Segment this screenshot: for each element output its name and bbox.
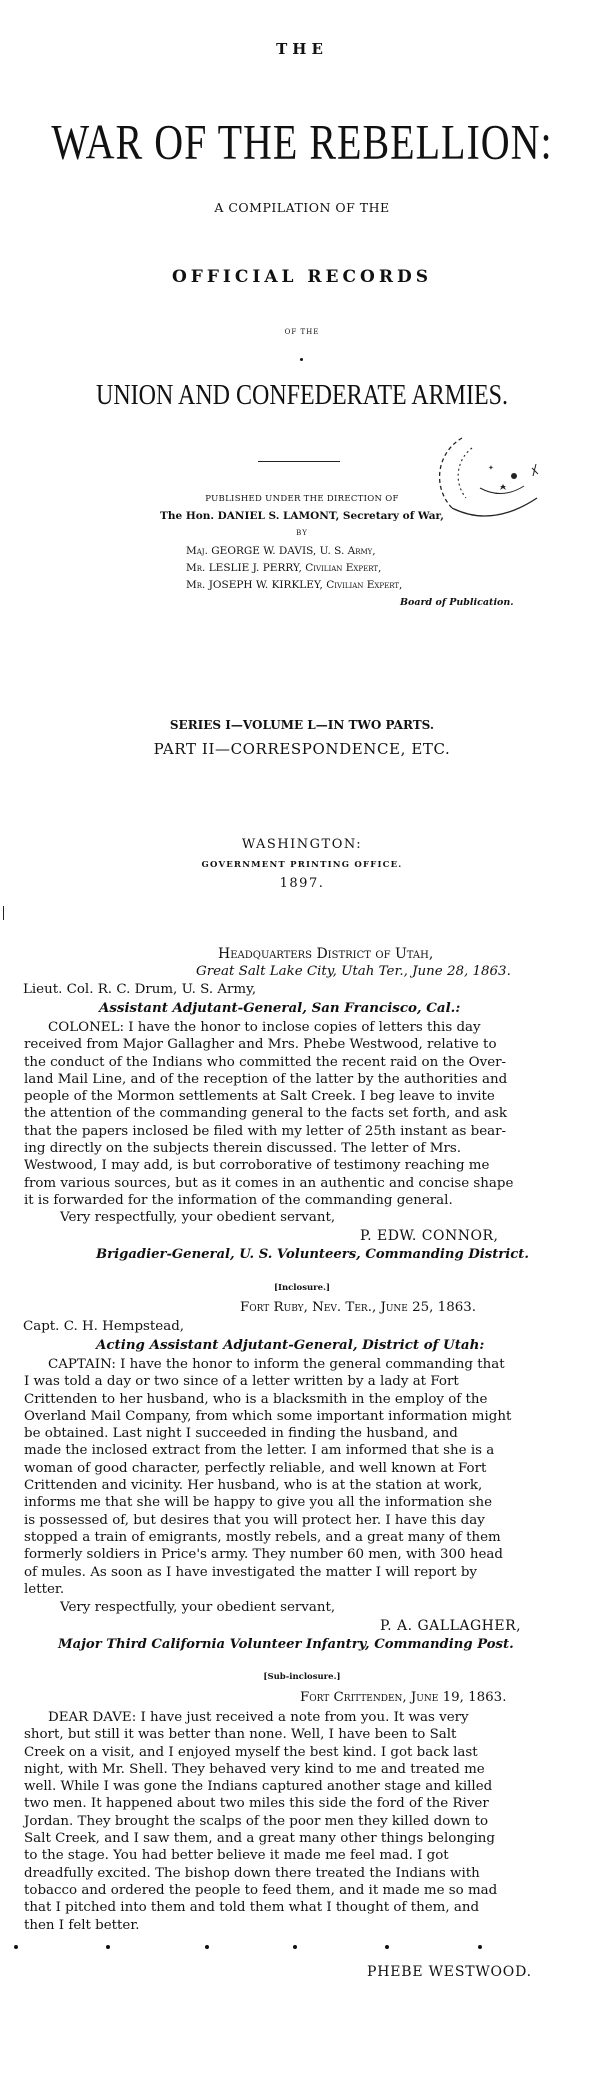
body-line: ing directly on the subjects therein discussed. The letter of Mrs.	[24, 1141, 462, 1157]
letter-addressee-title: Assistant Adjutant-General, San Francisco, Cal.:	[99, 1000, 461, 1016]
body-line: informs me that she will be happy to give you all the information she	[24, 1495, 493, 1511]
armies-line: UNION AND CONFEDERATE ARMIES.	[95, 380, 509, 412]
letter-sign-title: Major Third California Volunteer Infantry, Commanding Post.	[58, 1637, 514, 1652]
body-line: the conduct of the Indians who committed the recent raid on the Over-	[24, 1054, 507, 1070]
body-line: Creek on a visit, and I enjoyed myself the best kind. I got back last	[24, 1744, 478, 1760]
body-line: people of the Mormon settlements at Salt Creek. I beg leave to invite	[24, 1089, 495, 1105]
letter-addressee: Lieut. Col. R. C. Drum, U. S. Army,	[23, 982, 257, 997]
dot-mark	[14, 1945, 18, 1949]
body-line: I was told a day or two since of a letter written by a lady at Fort	[24, 1374, 459, 1390]
board-label: Board of Publication.	[400, 597, 514, 608]
body-line: received from Major Gallagher and Mrs. Phebe Westwood, relative to	[24, 1037, 497, 1053]
letter-body	[24, 1356, 579, 1598]
official-records-line: OFFICIAL RECORDS	[171, 267, 432, 287]
letter-body	[24, 1709, 579, 1934]
dot-mark	[300, 358, 303, 361]
body-line: formerly soldiers in Price's army. They number 60 men, with 300 head	[24, 1547, 503, 1563]
body-line: that I pitched into them and told them what I thought of them, and	[24, 1900, 480, 1916]
body-line: the attention of the commanding general to the facts set forth, and ask	[24, 1106, 507, 1122]
place-date-text: Fort Ruby, Nev. Ter., June 25, 1863.	[240, 1300, 477, 1315]
letter-closing: Very respectfully, your obedient servant,	[60, 1600, 336, 1615]
letter-addressee-title: Acting Assistant Adjutant-General, District of Utah:	[96, 1337, 485, 1353]
body-line: Overland Mail Company, from which some important information might	[24, 1408, 512, 1424]
part-line: PART II—CORRESPONDENCE, ETC.	[153, 740, 451, 758]
body-line: it is forwarded for the information of the commanding general.	[24, 1192, 453, 1208]
body-line: CAPTAIN: I have the honor to inform the general commanding that	[48, 1357, 505, 1372]
letter-sign-title: Brigadier-General, U. S. Volunteers, Commanding District.	[96, 1247, 529, 1262]
letter-closing: Very respectfully, your obedient servant,	[60, 1210, 336, 1225]
body-line: Salt Creek, and I saw them, and a great many other things belonging	[24, 1831, 495, 1847]
letter-signature: P. EDW. CONNOR,	[360, 1228, 499, 1244]
margin-mark	[3, 906, 4, 920]
body-line: then I felt better.	[24, 1917, 140, 1933]
by-line: BY	[296, 529, 308, 537]
letter-addressee: Capt. C. H. Hempstead,	[23, 1319, 185, 1334]
body-line: Jordan. They brought the scalps of the poor men they killed down to	[24, 1813, 489, 1829]
board-member: Maj. GEORGE W. DAVIS, U. S. Army,	[186, 545, 376, 557]
body-line: well. While I was gone the Indians captured another stage and killed	[24, 1779, 493, 1795]
city-line: WASHINGTON:	[241, 837, 363, 852]
dot-mark	[106, 1945, 110, 1949]
body-line: to the stage. You had better believe it made me feel mad. I got	[24, 1848, 449, 1864]
body-line: is possessed of, but desires that you will protect her. I have this day	[24, 1512, 485, 1528]
body-line: short, but still it was better than none. Well, I have been to Salt	[24, 1727, 457, 1743]
secretary-line: The Hon. DANIEL S. LAMONT, Secretary of War,	[160, 510, 444, 522]
body-line: DEAR DAVE: I have just received a note from you. It was very	[48, 1710, 469, 1725]
title-rule	[258, 461, 340, 462]
dot-mark	[478, 1945, 482, 1949]
body-line: land Mail Line, and of the reception of the latter by the authorities and	[24, 1071, 508, 1087]
body-line: Crittenden to her husband, who is a blacksmith in the employ of the	[24, 1391, 488, 1407]
body-line: dreadfully excited. The bishop down there treated the Indians with	[24, 1865, 480, 1881]
body-line: made the inclosed extract from the letter. I am informed that she is a	[24, 1443, 495, 1459]
body-line: night, with Mr. Shell. They behaved very kind to me and treated me	[24, 1761, 485, 1777]
letter-place-date: Great Salt Lake City, Utah Ter., June 28, 1863.	[196, 964, 511, 979]
body-line: be obtained. Last night I succeeded in finding the husband, and	[24, 1426, 458, 1442]
inclosure-label: [Inclosure.]	[273, 1283, 331, 1293]
dot-mark	[385, 1945, 389, 1949]
of-the-line: OF THE	[284, 328, 320, 336]
body-line: stopped a train of emigrants, mostly rebels, and a great many of them	[24, 1529, 501, 1545]
letter-signature: PHEBE WESTWOOD.	[367, 1964, 532, 1980]
published-under-line: PUBLISHED UNDER THE DIRECTION OF	[205, 494, 399, 504]
main-title: WAR OF THE REBELLION:	[51, 113, 553, 170]
compilation-line: A COMPILATION OF THE	[214, 200, 390, 215]
dot-mark	[293, 1945, 297, 1949]
body-line: of mules. As soon as I have investigated the matter I will report by	[24, 1564, 477, 1580]
body-line: from various sources, but as it comes in an authentic and concise shape	[24, 1175, 514, 1191]
sub-inclosure-label: [Sub-inclosure.]	[263, 1672, 341, 1682]
letter-heading: Headquarters District of Utah,	[218, 946, 434, 962]
letter-place-date	[240, 1300, 476, 1315]
board-member: Mr. JOSEPH W. KIRKLEY, Civilian Expert,	[186, 579, 403, 591]
title-the: THE	[276, 40, 328, 58]
series-line: SERIES I—VOLUME L—IN TWO PARTS.	[169, 718, 435, 732]
dot-mark	[205, 1945, 209, 1949]
svg-text:✦: ✦	[488, 464, 494, 472]
body-line: letter.	[24, 1581, 65, 1597]
place-date-text: Fort Crittenden, June 19, 1863.	[300, 1690, 507, 1705]
letter-signature: P. A. GALLAGHER,	[380, 1618, 522, 1634]
body-line: tobacco and ordered the people to feed them, and it made me so mad	[24, 1882, 498, 1898]
board-member: Mr. LESLIE J. PERRY, Civilian Expert,	[186, 562, 382, 574]
body-line: that the papers inclosed be filed with my letter of 25th instant as bear-	[24, 1123, 507, 1139]
body-line: COLONEL: I have the honor to inclose copies of letters this day	[48, 1020, 481, 1035]
body-line: two men. It happened about two miles this side the ford of the River	[24, 1796, 489, 1812]
office-line: GOVERNMENT PRINTING OFFICE.	[201, 860, 403, 870]
letter-body	[24, 1019, 579, 1209]
body-line: Westwood, I may add, is but corroborative of testimony reaching me	[24, 1158, 490, 1174]
year-line: 1897.	[279, 876, 325, 891]
body-line: woman of good character, perfectly reliable, and well known at Fort	[24, 1460, 487, 1476]
body-line: Crittenden and vicinity. Her husband, who is at the station at work,	[24, 1478, 483, 1494]
letter-place-date	[300, 1690, 506, 1705]
